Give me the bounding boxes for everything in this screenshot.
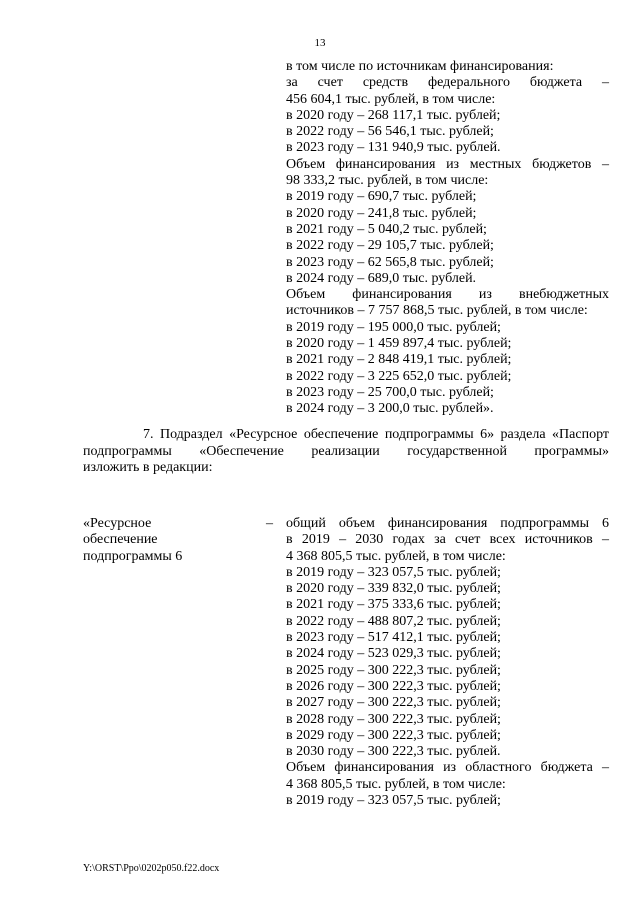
text-line: в 2023 году – 131 940,9 тыс. рублей.: [286, 140, 501, 156]
text-line: в 2024 году – 523 029,3 тыс. рублей;: [286, 646, 501, 662]
text-line: Объем финансирования из областного бюджета –: [286, 760, 609, 776]
text-line: в 2020 году – 1 459 897,4 тыс. рублей;: [286, 336, 512, 352]
text-line: в 2020 году – 241,8 тыс. рублей;: [286, 205, 477, 221]
text-line: в 2023 году – 62 565,8 тыс. рублей;: [286, 254, 494, 270]
text-line: за счет средств федерального бюджета –: [286, 75, 609, 91]
text-line: 4 368 805,5 тыс. рублей, в том числе:: [286, 776, 506, 792]
amendment-paragraph: [83, 427, 609, 477]
label-line: «Ресурсное: [83, 516, 152, 531]
text-line: в 2021 году – 2 848 419,1 тыс. рублей;: [286, 352, 512, 368]
text-line: в 2020 году – 339 832,0 тыс. рублей;: [286, 581, 501, 597]
text-line: в 2024 году – 3 200,0 тыс. рублей».: [286, 401, 494, 417]
text-line: в 2026 году – 300 222,3 тыс. рублей;: [286, 678, 501, 694]
text-line: в 2029 году – 300 222,3 тыс. рублей;: [286, 727, 501, 743]
text-line: в 2030 году – 300 222,3 тыс. рублей.: [286, 744, 501, 760]
text-line: в 2022 году – 56 546,1 тыс. рублей;: [286, 124, 494, 140]
text-line: в 2025 году – 300 222,3 тыс. рублей;: [286, 662, 501, 678]
text-line: Объем финансирования из внебюджетных: [286, 287, 609, 303]
text-line: в 2019 году – 323 057,5 тыс. рублей;: [286, 564, 501, 580]
text-line: изложить в редакции:: [83, 460, 213, 475]
text-line: в 2021 году – 5 040,2 тыс. рублей;: [286, 221, 487, 237]
text-line: в 2020 году – 268 117,1 тыс. рублей;: [286, 107, 501, 123]
text-line: общий объем финансирования подпрограммы 6: [286, 516, 609, 531]
text-line: в 2028 году – 300 222,3 тыс. рублей;: [286, 711, 501, 727]
label-line: обеспечение: [83, 532, 158, 548]
subprogram-funding-block: [286, 516, 609, 809]
text-line: источников – 7 757 868,5 тыс. рублей, в том числе:: [286, 303, 588, 319]
text-line: подпрограммы «Обеспечение реализации государственной программы»: [83, 443, 609, 459]
text-line: 456 604,1 тыс. рублей, в том числе:: [286, 91, 496, 107]
text-line: Объем финансирования из местных бюджетов –: [286, 156, 609, 172]
text-line: в 2027 году – 300 222,3 тыс. рублей;: [286, 695, 501, 711]
text-line: в 2019 году – 690,7 тыс. рублей;: [286, 189, 477, 205]
label-line: подпрограммы 6: [83, 548, 183, 564]
page-number: 13: [314, 37, 326, 49]
text-line: в 2023 году – 25 700,0 тыс. рублей;: [286, 384, 494, 400]
resource-support-label: [83, 516, 273, 565]
text-line: в 2019 году – 195 000,0 тыс. рублей;: [286, 319, 501, 335]
text-line: 98 333,2 тыс. рублей, в том числе:: [286, 173, 489, 189]
label-dash: –: [266, 516, 273, 531]
text-line: в том числе по источникам финансирования:: [286, 59, 554, 74]
text-line: в 2022 году – 488 807,2 тыс. рублей;: [286, 613, 501, 629]
text-line: в 2019 году – 323 057,5 тыс. рублей;: [286, 793, 501, 809]
funding-sources-block: [286, 59, 609, 418]
text-line: в 2021 году – 375 333,6 тыс. рублей;: [286, 597, 501, 613]
text-line: 4 368 805,5 тыс. рублей, в том числе:: [286, 548, 506, 564]
text-line: в 2022 году – 3 225 652,0 тыс. рублей;: [286, 368, 512, 384]
text-line: в 2023 году – 517 412,1 тыс. рублей;: [286, 630, 501, 646]
footer-file-path: Y:\ORST\Ppo\0202p050.f22.docx: [83, 863, 220, 874]
text-line: 7. Подраздел «Ресурсное обеспечение подпрограммы 6» раздела «Паспорт: [143, 427, 609, 442]
text-line: в 2024 году – 689,0 тыс. рублей.: [286, 270, 477, 286]
text-line: в 2019 – 2030 годах за счет всех источников –: [286, 532, 609, 548]
text-line: в 2022 году – 29 105,7 тыс. рублей;: [286, 238, 494, 254]
